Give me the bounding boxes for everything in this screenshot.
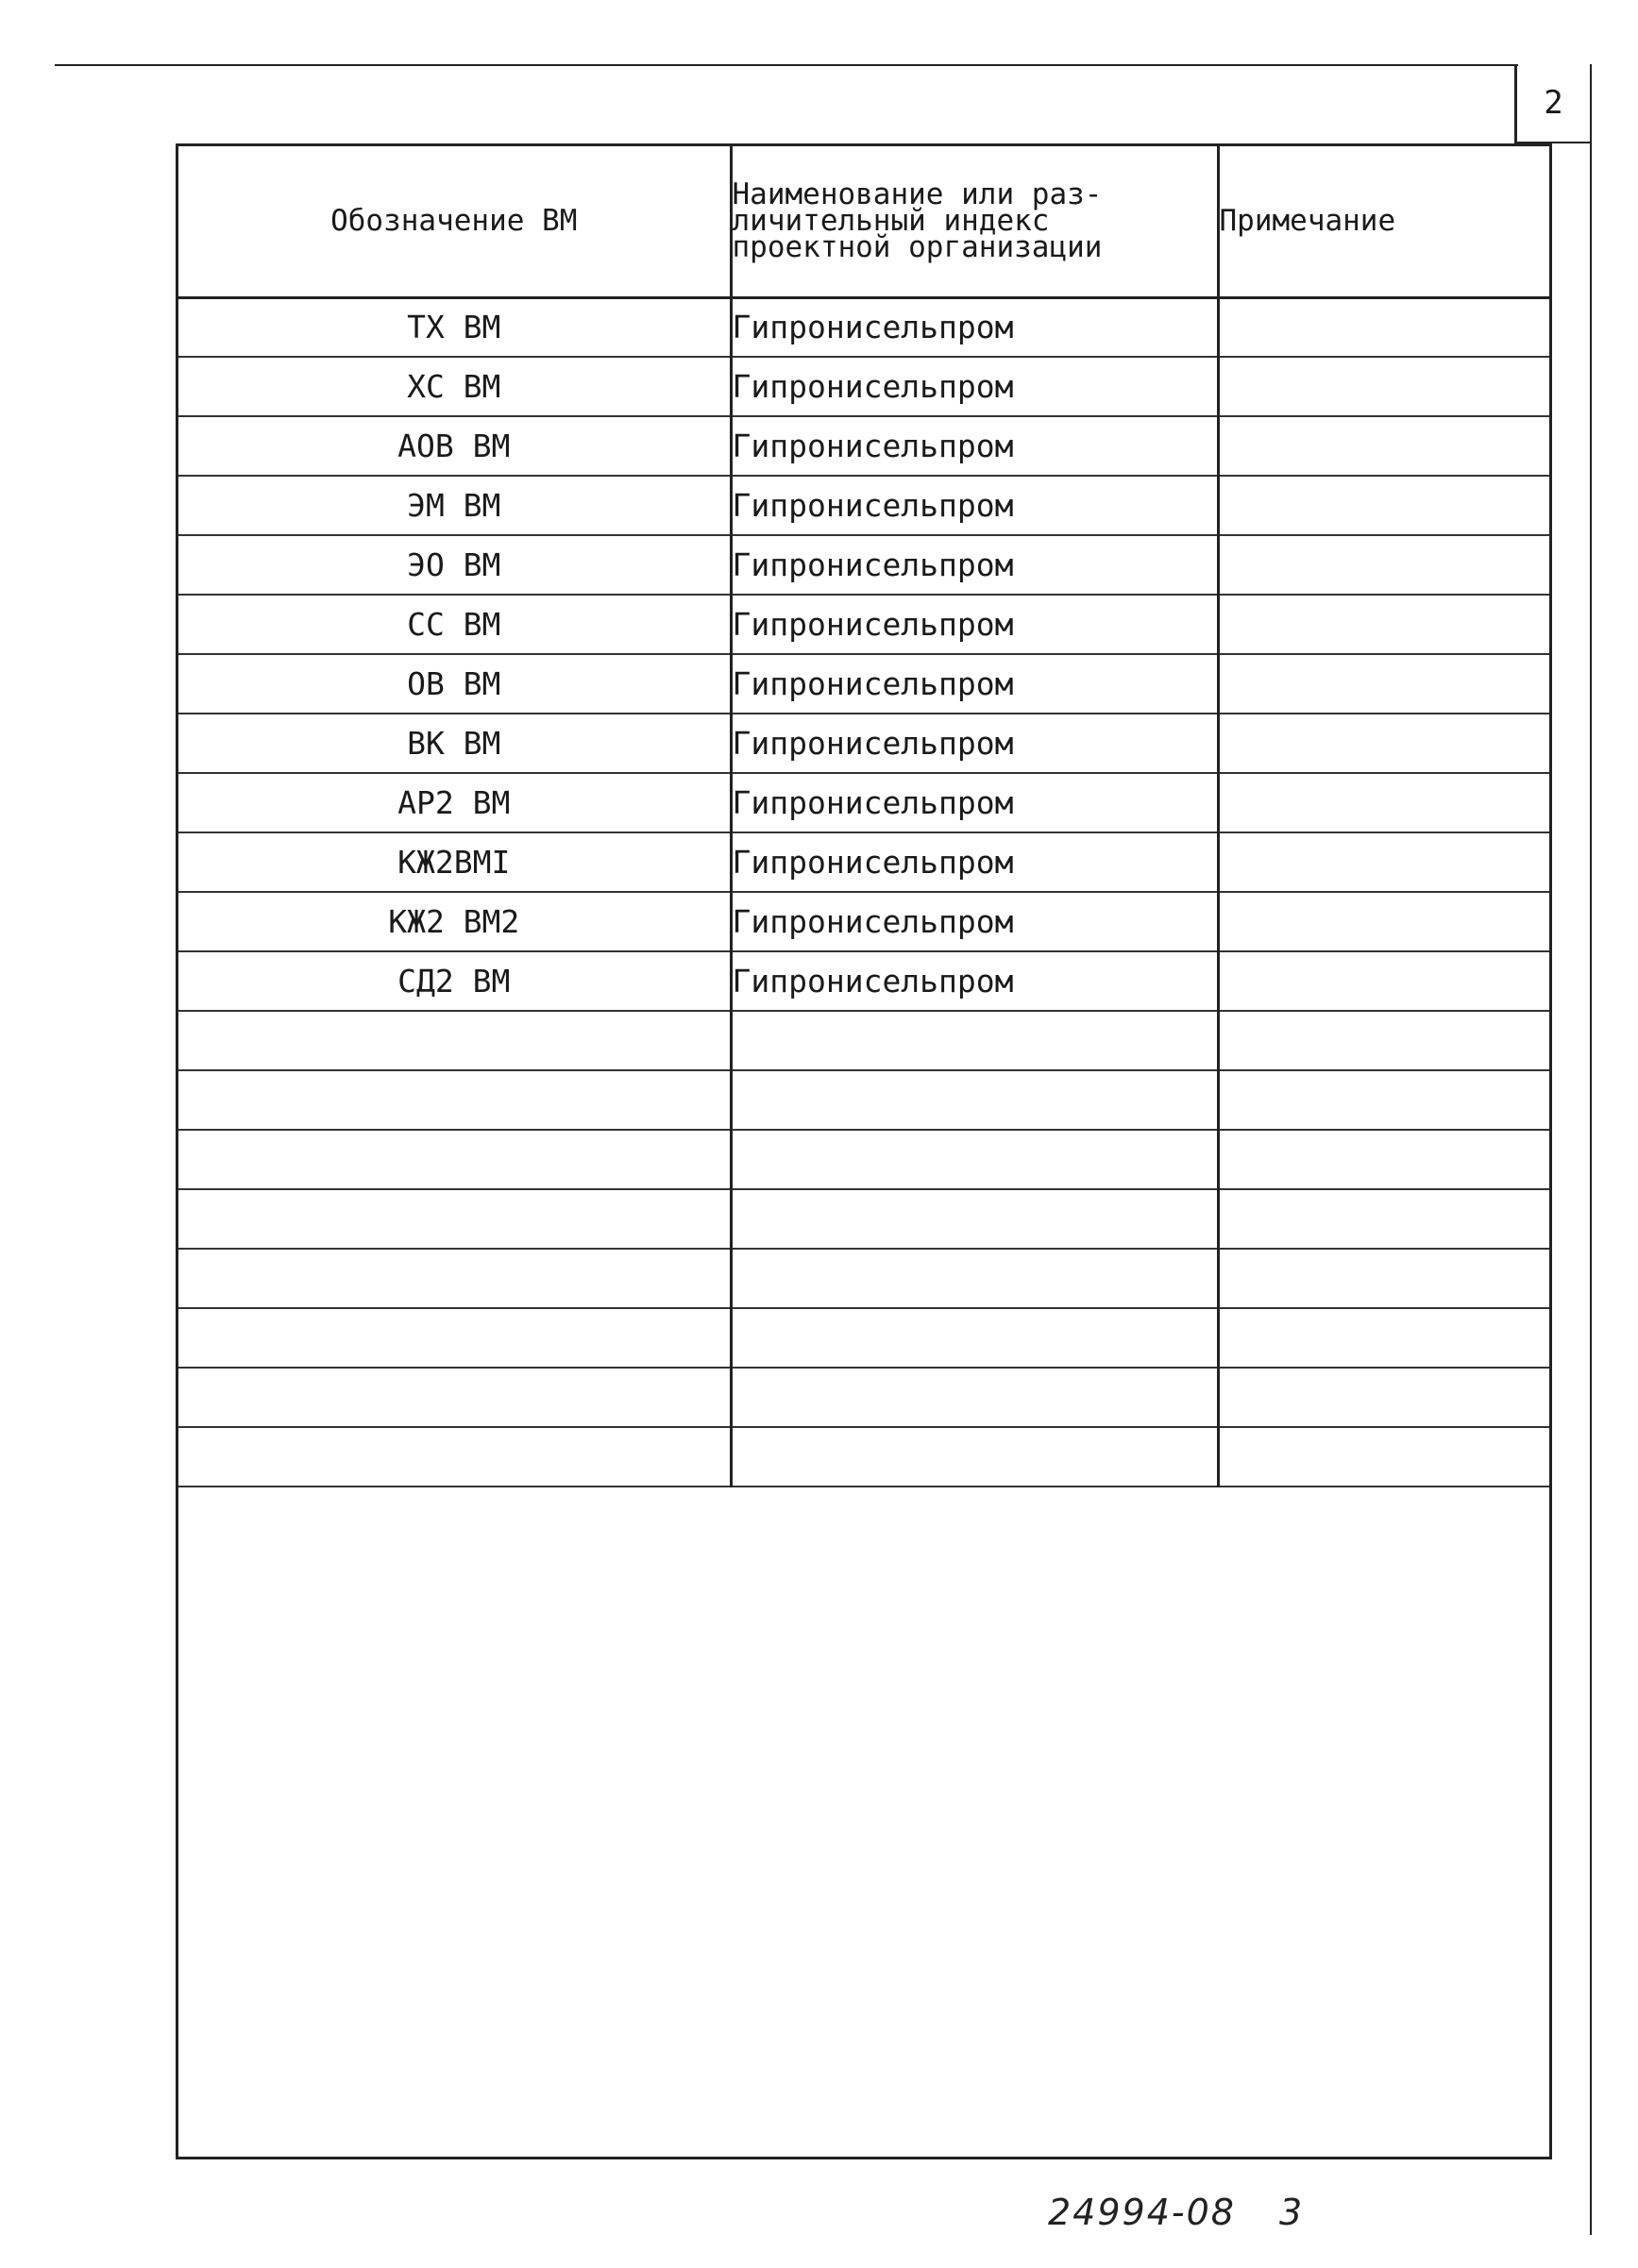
row-note — [1218, 654, 1549, 714]
table-row — [178, 1189, 1549, 1249]
table-body — [178, 297, 1549, 1487]
row-code: ВК ВМ — [178, 714, 731, 773]
page-number: 3 — [1278, 2192, 1305, 2233]
row-note — [1218, 1130, 1549, 1189]
document-number — [1048, 2192, 1304, 2233]
table-row — [178, 297, 1549, 357]
row-code: ЭМ ВМ — [178, 476, 731, 535]
row-code: КЖ2 ВМ2 — [178, 892, 731, 951]
row-note — [1218, 595, 1549, 654]
row-note — [1218, 892, 1549, 951]
row-note — [1218, 1249, 1549, 1308]
row-note — [1218, 1427, 1549, 1487]
table-row — [178, 535, 1549, 595]
header-name-line: проектной организации — [732, 230, 1103, 265]
row-note — [1218, 1011, 1549, 1070]
row-note — [1218, 1308, 1549, 1368]
sheet-number-box — [1514, 64, 1590, 143]
table-row — [178, 832, 1549, 892]
row-code — [178, 1308, 731, 1368]
row-note — [1218, 416, 1549, 476]
table-row — [178, 1308, 1549, 1368]
row-note — [1218, 951, 1549, 1011]
row-org: Гипронисельпром — [731, 951, 1218, 1011]
doc-code: 24994-08 — [1048, 2192, 1236, 2233]
row-org: Гипронисельпром — [731, 416, 1218, 476]
top-border-line — [55, 64, 1518, 66]
row-note — [1218, 1070, 1549, 1130]
table-row — [178, 654, 1549, 714]
row-code: ЭО ВМ — [178, 535, 731, 595]
row-code — [178, 1427, 731, 1487]
row-note — [1218, 535, 1549, 595]
row-org: Гипронисельпром — [731, 892, 1218, 951]
row-code — [178, 1249, 731, 1308]
right-border-line — [1590, 64, 1592, 2235]
row-org — [731, 1070, 1218, 1130]
table-row — [178, 1130, 1549, 1189]
row-note — [1218, 357, 1549, 416]
row-code: СД2 ВМ — [178, 951, 731, 1011]
row-org — [731, 1368, 1218, 1427]
table-row — [178, 416, 1549, 476]
row-org: Гипронисельпром — [731, 297, 1218, 357]
row-org: Гипронисельпром — [731, 832, 1218, 892]
row-org — [731, 1189, 1218, 1249]
row-code: АОВ ВМ — [178, 416, 731, 476]
row-note — [1218, 714, 1549, 773]
table-row — [178, 892, 1549, 951]
table-row — [178, 714, 1549, 773]
table-row — [178, 1427, 1549, 1487]
table-row — [178, 476, 1549, 535]
row-note — [1218, 1368, 1549, 1427]
row-code — [178, 1070, 731, 1130]
vm-table — [178, 146, 1549, 1487]
table-row — [178, 1011, 1549, 1070]
header-note: Примечание — [1218, 146, 1549, 297]
header-name-line: Наименование или раз- — [732, 177, 1103, 212]
row-note — [1218, 832, 1549, 892]
row-org — [731, 1308, 1218, 1368]
row-org: Гипронисельпром — [731, 654, 1218, 714]
row-code — [178, 1189, 731, 1249]
header-name — [731, 146, 1218, 297]
row-org: Гипронисельпром — [731, 476, 1218, 535]
table-row — [178, 595, 1549, 654]
row-org — [731, 1011, 1218, 1070]
row-org: Гипронисельпром — [731, 357, 1218, 416]
header-name-line: личительный индекс — [732, 204, 1050, 239]
row-org: Гипронисельпром — [731, 714, 1218, 773]
table-row — [178, 1070, 1549, 1130]
row-org: Гипронисельпром — [731, 535, 1218, 595]
table-row — [178, 773, 1549, 832]
row-note — [1218, 773, 1549, 832]
row-code — [178, 1130, 731, 1189]
table-row — [178, 951, 1549, 1011]
row-org — [731, 1427, 1218, 1487]
row-code — [178, 1368, 731, 1427]
row-note — [1218, 476, 1549, 535]
row-code — [178, 1011, 731, 1070]
table-row — [178, 1249, 1549, 1308]
table-row — [178, 357, 1549, 416]
row-org — [731, 1130, 1218, 1189]
header-designation: Обозначение ВМ — [178, 146, 731, 297]
row-code: ОВ ВМ — [178, 654, 731, 714]
row-code: АР2 ВМ — [178, 773, 731, 832]
row-code: СС ВМ — [178, 595, 731, 654]
row-note — [1218, 1189, 1549, 1249]
row-code: ТХ ВМ — [178, 297, 731, 357]
row-org: Гипронисельпром — [731, 773, 1218, 832]
row-org — [731, 1249, 1218, 1308]
table-row — [178, 1368, 1549, 1427]
table-header-row — [178, 146, 1549, 297]
document-frame — [176, 143, 1552, 2159]
row-note — [1218, 297, 1549, 357]
row-code: КЖ2ВМI — [178, 832, 731, 892]
row-code: ХС ВМ — [178, 357, 731, 416]
row-org: Гипронисельпром — [731, 595, 1218, 654]
sheet-number: 2 — [1544, 84, 1563, 122]
